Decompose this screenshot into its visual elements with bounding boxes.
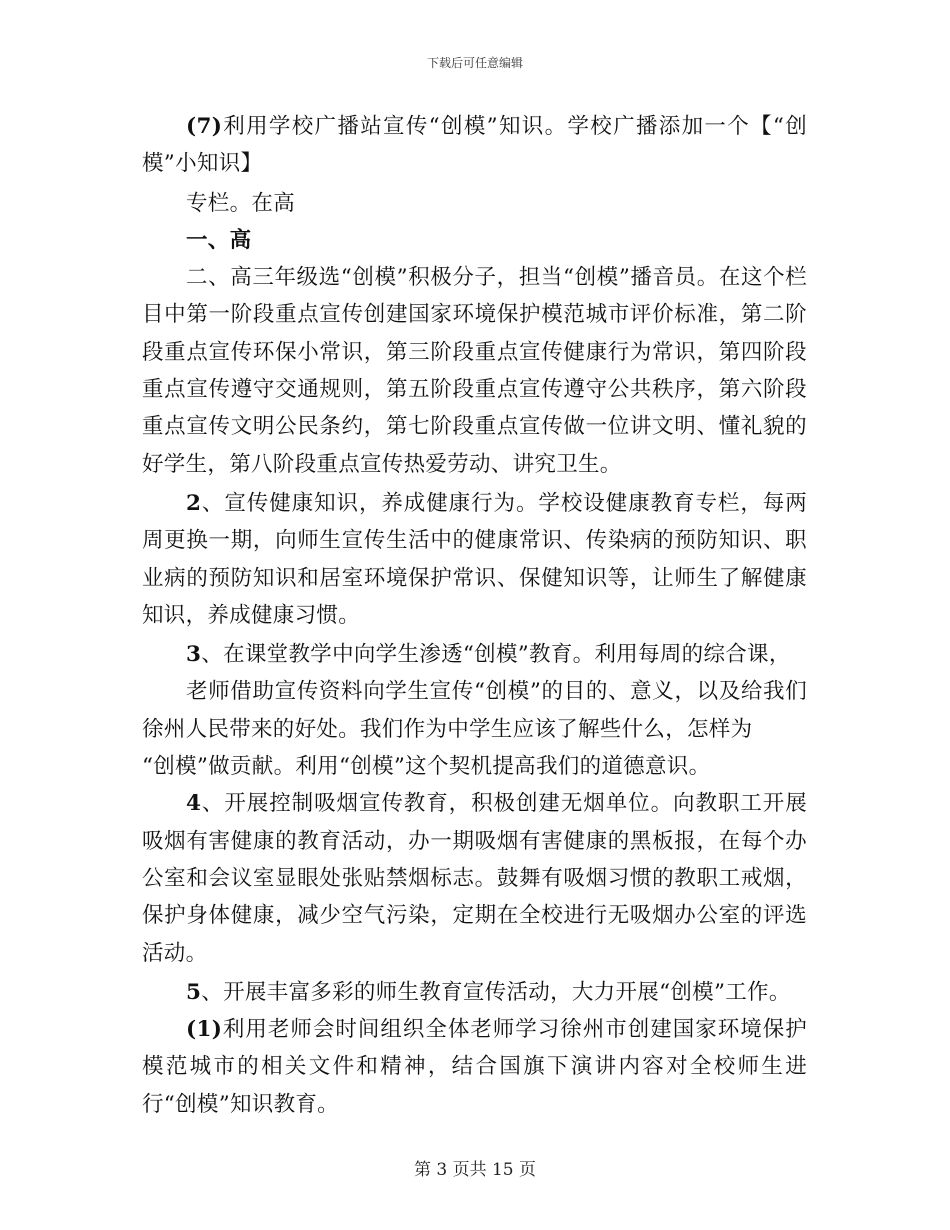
paragraph-text: 、在课堂教学中向学生渗透“创模”教育。利用每周的综合课，	[201, 642, 791, 668]
item-number: 3	[186, 642, 202, 668]
item-number: 5	[186, 979, 202, 1005]
paragraph-4-smoking	[142, 785, 807, 971]
paragraph-text: 、开展丰富多彩的师生教育宣传活动，大力开展“创模”工作。	[201, 979, 791, 1005]
document-body	[142, 108, 807, 1123]
paragraph-1-teacher-meeting	[142, 1011, 807, 1123]
paragraph-teacher-materials: 老师借助宣传资料向学生宣传“创模”的目的、意义，以及给我们徐州人民带来的好处。我们作为中学生应该了解些什么，怎样为	[142, 679, 807, 742]
item-number: (7)	[186, 114, 223, 139]
item-number: (1)	[186, 1017, 223, 1043]
paragraph-text: 、开展控制吸烟宣传教育，积极创建无烟单位。向教职工开展吸烟有害健康的教育活动，办一期吸烟有害健康的黑板报，在每个办公室和会议室显眼处张贴禁烟标志。鼓舞有吸烟习惯的教职工戒烟，保护身体健康，减少空气污染，定期在全校进行无吸烟办公室的评选活动。	[142, 791, 807, 966]
page-header: 下载后可任意编辑	[426, 56, 523, 70]
paragraph-3-classroom	[142, 636, 807, 673]
item-number: 4	[186, 791, 202, 817]
paragraph-stages: 二、高三年级选“创模”积极分子，担当“创模”播音员。在这个栏目中第一阶段重点宣传创建国家环境保护模范城市评价标准，第二阶段重点宣传环保小常识，第三阶段重点宣传健康行为常识，第四阶段重点宣传遵守交通规则，第五阶段重点宣传遵守公共秩序，第六阶段重点宣传文明公民条约，第七阶段重点宣传做一位讲文明、懂礼貌的好学生，第八阶段重点宣传热爱劳动、讲究卫生。	[142, 265, 807, 477]
paragraph-7-broadcast	[142, 108, 807, 183]
paragraph-text: 、宣传健康知识，养成健康行为。学校设健康教育专栏，每两周更换一期，向师生宣传生活中的健康常识、传染病的预防知识、职业病的预防知识和居室环境保护常识、保健知识等，让师生了解健康知识，养成健康习惯。	[142, 490, 807, 628]
page-footer: 第 3 页共 15 页	[413, 1160, 537, 1180]
paragraph-contribution: “创模”做贡献。利用“创模”这个契机提高我们的道德意识。	[142, 754, 711, 780]
paragraph-5-activities	[142, 974, 807, 1011]
paragraph-2-health	[142, 485, 807, 634]
item-number: 2	[186, 490, 202, 516]
paragraph-column: 专栏。在高	[186, 190, 296, 216]
heading-one: 一、高	[186, 227, 252, 253]
paragraph-text: 利用老师会时间组织全体老师学习徐州市创建国家环境保护模范城市的相关文件和精神，结合国旗下演讲内容对全校师生进行“创模”知识教育。	[142, 1017, 807, 1117]
paragraph-text: 利用学校广播站宣传“创模”知识。学校广播添加一个【“创模”小知识】	[142, 114, 807, 177]
